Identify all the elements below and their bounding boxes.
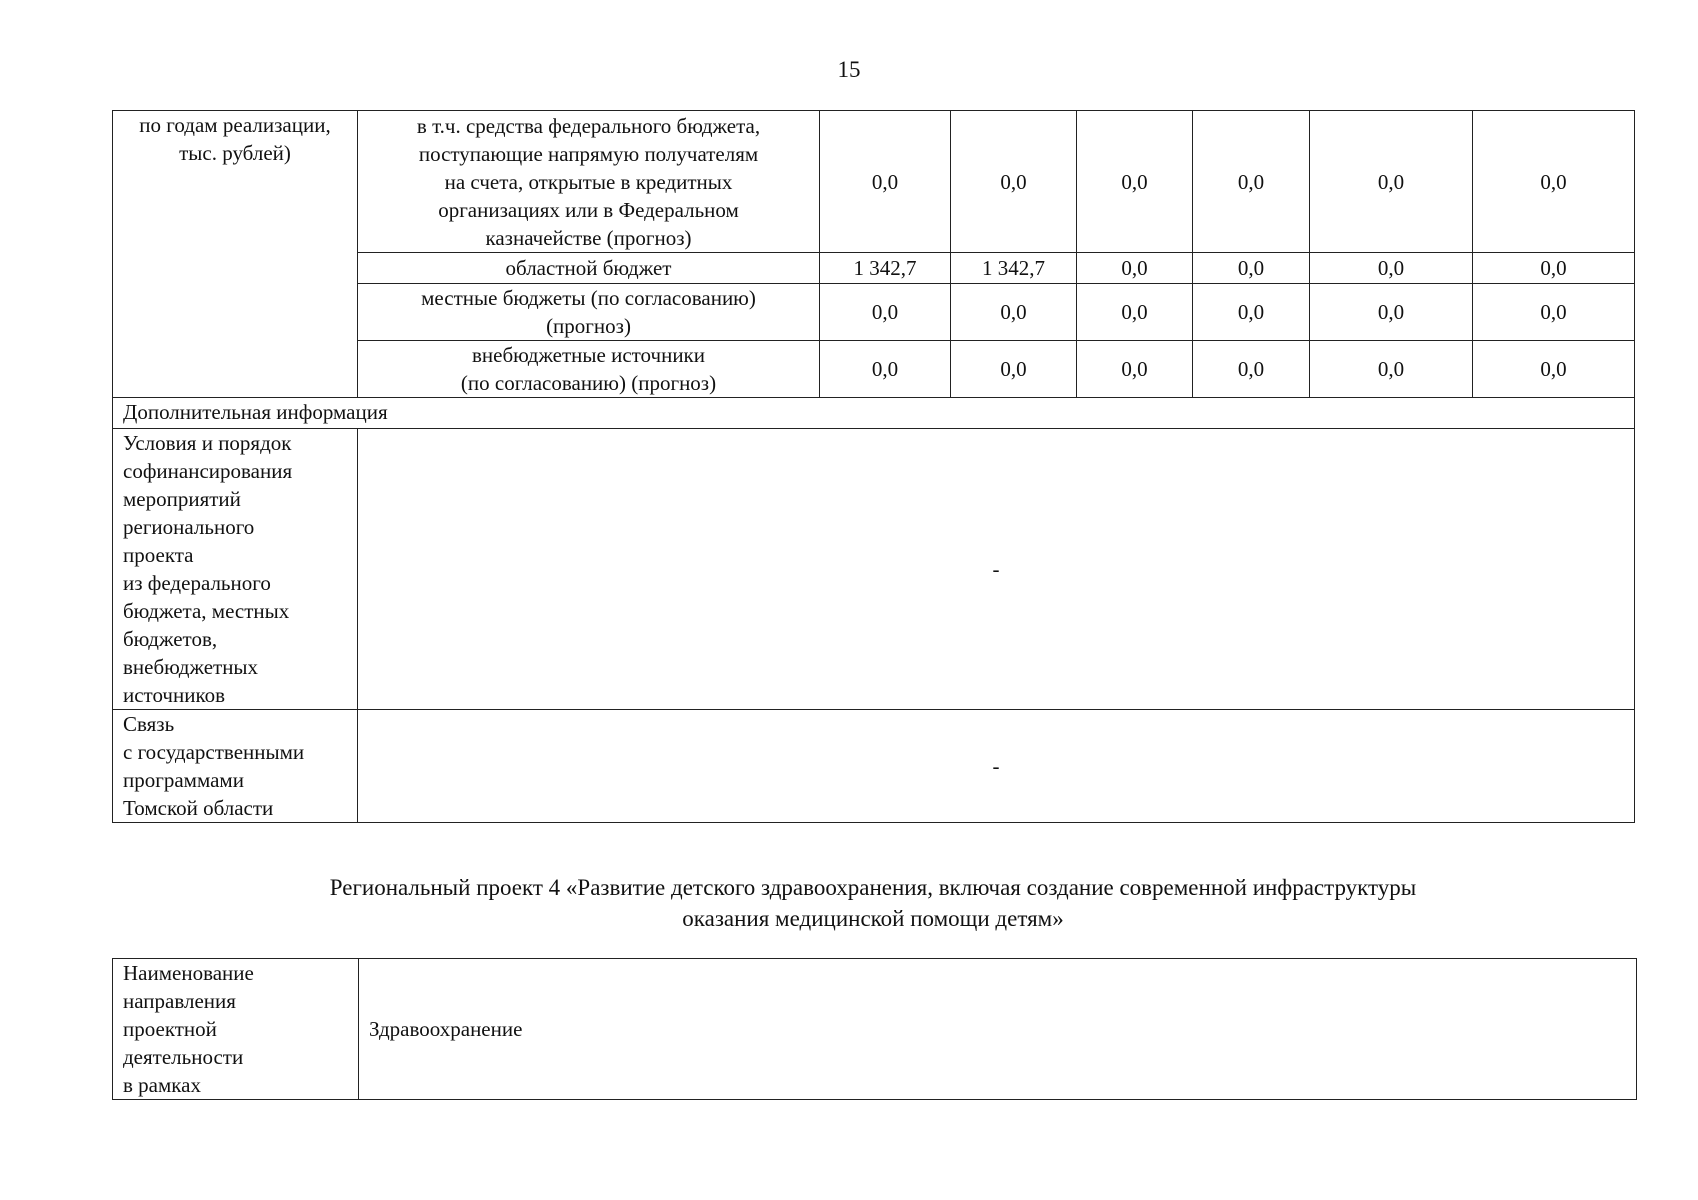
- value-cell: 0,0: [1077, 341, 1193, 398]
- source-cell: [358, 284, 820, 341]
- source-line: (по согласованию) (прогноз): [460, 371, 717, 395]
- value-cell: 0,0: [1473, 253, 1635, 284]
- value-cell: 0,0: [951, 284, 1077, 341]
- cofinancing-label-line: источников: [123, 683, 226, 707]
- section-title-line: оказания медицинской помощи детям»: [682, 906, 1064, 931]
- value-cell: 0,0: [1077, 111, 1193, 253]
- source-cell: [358, 341, 820, 398]
- direction-label-line: проектной: [123, 1017, 217, 1041]
- value-cell: 0,0: [820, 284, 951, 341]
- value-cell: 0,0: [1310, 111, 1473, 253]
- source-line: на счета, открытые в кредитных: [444, 169, 733, 194]
- cofinancing-label-line: проекта: [123, 543, 194, 567]
- programs-link-row: [113, 710, 1635, 823]
- direction-label-line: направления: [123, 989, 236, 1013]
- programs-link-label: [113, 710, 358, 823]
- source-line: областной бюджет: [505, 256, 672, 280]
- value-cell: 0,0: [1473, 111, 1635, 253]
- source-line: местные бюджеты (по согласованию): [421, 286, 756, 310]
- additional-info-heading: Дополнительная информация: [113, 398, 1635, 429]
- cofinancing-label-line: бюджета, местных: [123, 599, 290, 623]
- value-cell: 0,0: [1310, 341, 1473, 398]
- value-cell: 0,0: [1193, 341, 1310, 398]
- programs-link-label-line: Томской области: [123, 796, 274, 820]
- cofinancing-label-line: софинансирования: [123, 459, 293, 483]
- value-cell: 0,0: [1473, 284, 1635, 341]
- value-cell: 0,0: [951, 111, 1077, 253]
- source-line: организациях или в Федеральном: [438, 197, 739, 222]
- value-cell: 0,0: [820, 341, 951, 398]
- additional-info-row: [113, 398, 1635, 429]
- direction-label-line: в рамках: [123, 1073, 201, 1097]
- years-header-line: по годам реализации,: [139, 113, 331, 137]
- programs-link-value: -: [358, 710, 1635, 823]
- value-cell: 0,0: [1077, 284, 1193, 341]
- value-cell: 0,0: [951, 341, 1077, 398]
- cofinancing-label-line: из федерального: [123, 571, 271, 595]
- value-cell: 1 342,7: [951, 253, 1077, 284]
- direction-label-line: Наименование: [123, 961, 254, 985]
- section-title: [112, 872, 1634, 934]
- cofinancing-value: -: [358, 429, 1635, 710]
- source-line: внебюджетные источники: [471, 343, 705, 367]
- value-cell: 0,0: [1310, 284, 1473, 341]
- cofinancing-label-line: регионального: [123, 515, 255, 539]
- value-cell: 0,0: [1193, 253, 1310, 284]
- source-cell: [358, 253, 820, 284]
- page-number: 15: [837, 57, 861, 82]
- value-cell: 0,0: [1077, 253, 1193, 284]
- direction-value: Здравоохранение: [359, 959, 1637, 1100]
- cofinancing-row: [113, 429, 1635, 710]
- value-cell: 0,0: [820, 111, 951, 253]
- source-line: поступающие напрямую получателям: [418, 141, 759, 166]
- cofinancing-label-line: мероприятий: [123, 487, 241, 511]
- value-cell: 0,0: [1193, 284, 1310, 341]
- section-title-line: Региональный проект 4 «Развитие детского здравоохранения, включая создание современной инфраструктуры: [329, 875, 1417, 900]
- source-cell: [358, 111, 820, 253]
- years-header-cell: [113, 111, 358, 398]
- direction-label-line: деятельности: [123, 1045, 244, 1069]
- cofinancing-label: [113, 429, 358, 710]
- programs-link-label-line: Связь: [123, 712, 175, 736]
- funding-table: [112, 110, 1635, 823]
- funding-row-federal-direct: [113, 111, 1635, 253]
- value-cell: 1 342,7: [820, 253, 951, 284]
- programs-link-label-line: с государственными: [123, 740, 305, 764]
- cofinancing-label-line: бюджетов,: [123, 627, 218, 651]
- value-cell: 0,0: [1193, 111, 1310, 253]
- years-header-line: тыс. рублей): [179, 141, 291, 165]
- programs-link-label-line: программами: [123, 768, 244, 792]
- cofinancing-label-line: Условия и порядок: [123, 431, 292, 455]
- source-line: (прогноз): [546, 314, 631, 338]
- value-cell: 0,0: [1473, 341, 1635, 398]
- cofinancing-label-line: внебюджетных: [123, 655, 259, 679]
- source-line: казначействе (прогноз): [485, 225, 692, 250]
- direction-label: [113, 959, 359, 1100]
- source-line: в т.ч. средства федерального бюджета,: [416, 113, 761, 138]
- direction-table: [112, 958, 1637, 1100]
- value-cell: 0,0: [1310, 253, 1473, 284]
- direction-row: [113, 959, 1637, 1100]
